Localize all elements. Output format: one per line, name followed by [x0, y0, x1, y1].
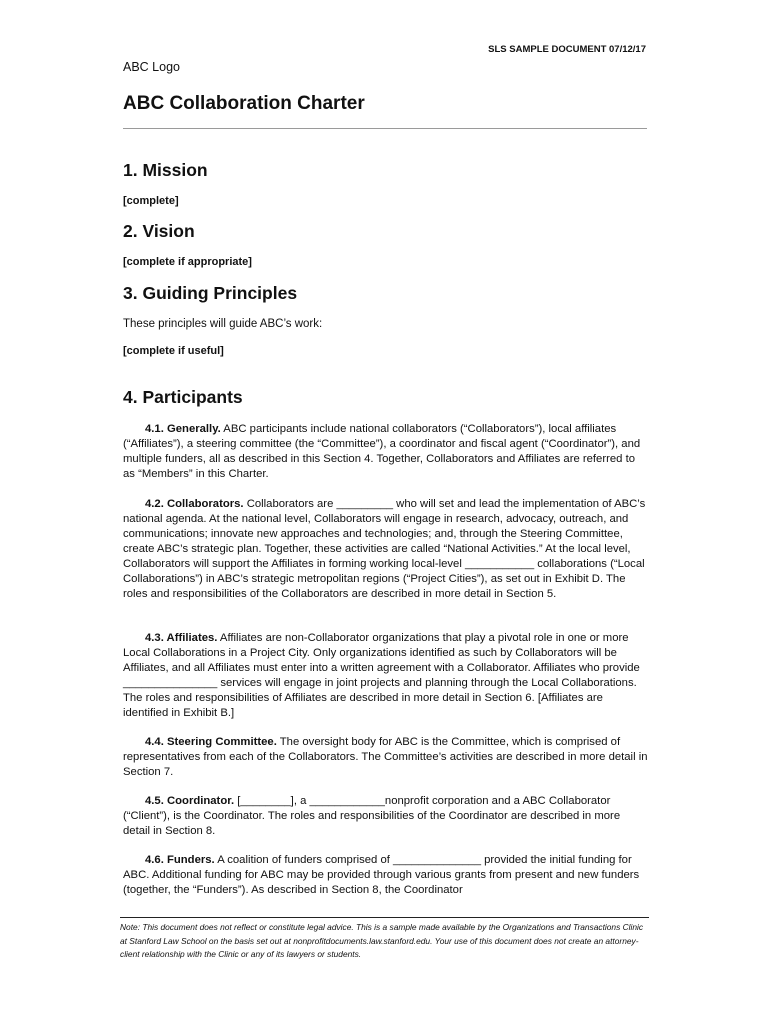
paragraph-text: ABC participants include national collaborators (“Collaborators”), local affiliates (“Affiliates”), a steering committee (the “Committee”), a coordinator and fiscal agent (“Coordinator”), and multiple funders, all as described in this Section 4. Together, Collaborators and Affiliates are referred to as “Members” in this Charter. — [123, 423, 641, 480]
paragraph-lead: 4.2. Collaborators. — [145, 498, 244, 510]
paragraph-lead: 4.3. Affiliates. — [145, 632, 218, 644]
principles-note: [complete if useful] — [123, 345, 224, 357]
principles-intro: These principles will guide ABC’s work: — [123, 318, 323, 330]
section-heading-mission: 1. Mission — [123, 160, 208, 180]
paragraph-lead: 4.1. Generally. — [145, 423, 221, 435]
paragraph-text: Affiliates are non-Collaborator organizations that play a pivotal role in one or more Local Collaborations in a Project City. Only organizations identified as such by Collaborators will be Affiliates, and all Affiliates must enter into a written agreement with a Collaborator. Affiliates who provide _______________ services will engage in joint projects and planning through the Local Collaborations. The roles and responsibilities of Affiliates are described in more detail in Section 6. [Affiliates are identified in Exhibit B.] — [123, 632, 640, 719]
paragraph-4-6 — [123, 853, 649, 898]
paragraph-lead: 4.5. Coordinator. — [145, 795, 235, 807]
paragraph-text: Collaborators are _________ who will set and lead the implementation of ABC’s national agenda. At the national level, Collaborators will engage in research, advocacy, outreach, and communications; innovate new approaches and technologies; and, through the Steering Committee, create ABC’s strategic plan. Together, these activities are called “National Activities.” At the local level, Collaborators will support the Affiliates in forming working local-level ___________ collaborations (“Local Collaborations”) in ABC’s strategic metropolitan regions (“Project Cities”), as set out in Exhibit D. The roles and responsibilities of the Collaborators are described in more detail in Section 5. — [123, 498, 646, 600]
paragraph-lead: 4.4. Steering Committee. — [145, 736, 277, 748]
section-heading-principles: 3. Guiding Principles — [123, 283, 298, 303]
paragraph-4-2 — [123, 497, 649, 602]
paragraph-text: [________], a ____________nonprofit corporation and a ABC Collaborator (“Client”), is the Coordinator. The roles and responsibilities of the Coordinator are described in more detail in Section 8. — [123, 795, 621, 837]
mission-note: [complete] — [123, 195, 179, 207]
paragraph-4-1 — [123, 422, 649, 482]
page-title: ABC Collaboration Charter — [123, 93, 365, 114]
logo-placeholder: ABC Logo — [123, 60, 180, 74]
vision-note: [complete if appropriate] — [123, 256, 252, 268]
footer-disclaimer: Note: This document does not reflect or constitute legal advice. This is a sample made available by the Organizations and Transactions Clinic at Stanford Law School on the basis set out at nonprofitdocuments.law.stanford.edu. Your use of this document does not create an attorney-client relationship with the Clinic or any of its lawyers or students. — [120, 922, 644, 959]
paragraph-4-4 — [123, 735, 649, 780]
section-heading-vision: 2. Vision — [123, 221, 195, 241]
paragraph-text: A coalition of funders comprised of ______________ provided the initial funding for ABC. Additional funding for ABC may be provided through various grants from present and new funders (together, the “Funders”). As described in Section 8, the Coordinator — [123, 854, 640, 896]
footer-divider — [120, 917, 649, 918]
section-heading-participants: 4. Participants — [123, 387, 243, 407]
paragraph-lead: 4.6. Funders. — [145, 854, 215, 866]
paragraph-4-3 — [123, 631, 649, 721]
title-divider — [123, 128, 647, 129]
paragraph-text: The oversight body for ABC is the Committee, which is comprised of representatives from each of the Collaborators. The Committee’s activities are described in more detail in Section 7. — [123, 736, 648, 778]
document-tag: SLS SAMPLE DOCUMENT 07/12/17 — [488, 44, 646, 55]
paragraph-4-5 — [123, 794, 649, 839]
